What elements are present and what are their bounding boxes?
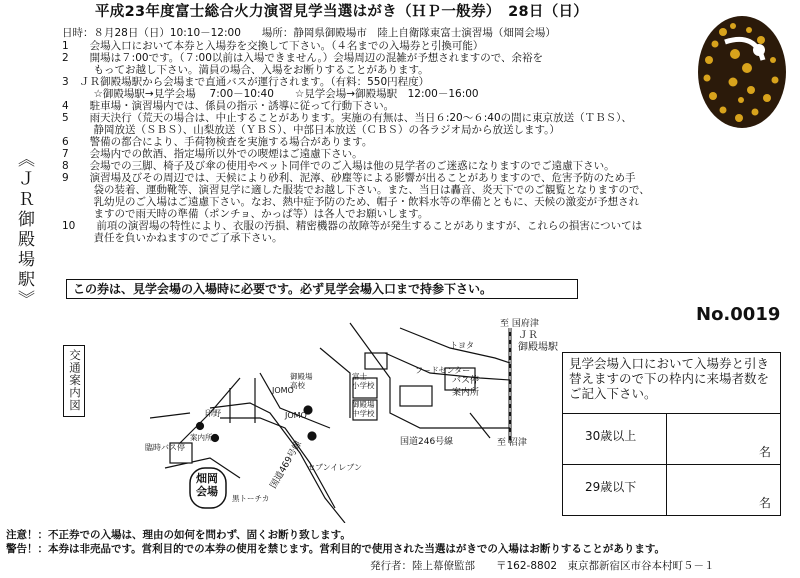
list-item: もってお越し下さい。満員の場合、入場をお断りすることがあります。 [62,64,429,76]
list-item: ますので雨天時の準備（ポンチョ、かっぱ等）は各人でお願いします。 [62,208,429,220]
event-logo [695,12,790,132]
map-label-hakuto: 黒トーチカ [232,494,270,503]
age-label: 30歳以上 [585,429,637,443]
list-item: 9 演習場及びその周辺では、天候により砂利、泥濘、砂塵等による影響が出ることがありますので、危害予防のため手 [62,172,636,184]
list-item: 7 会場内での飲酒、指定場所以外での喫煙はご遠慮下さい。 [62,148,363,160]
list-item: 5 雨天決行（荒天の場合は、中止することがあります。実施の有無は、当日６:20～６:40の間に東京放送（ＴＢＳ）、 [62,112,632,124]
count-field[interactable] [671,418,751,458]
list-item: 10 前項の演習場の特性により、衣服の汚損、精密機器の故障等が発生することがありますが、これらの損害については [62,220,643,232]
list-item: 3 ＪＲ御殿場駅から会場まで直通バスが運行されます。（有料：550円程度） [62,76,430,88]
map-label-food-center: フードセンター [415,366,471,375]
page-title: 平成23年度富士総合火力演習見学当選はがき（ＨＰ一般券） 28日（日） [95,4,589,20]
list-item: 責任を負いかねますのでご了承下さい。 [62,232,283,244]
table-row [563,465,780,515]
list-item: 1 会場入口において本券と入場券を交換して下さい。（４名までの入場券と引換可能） [62,40,484,52]
unit-label: 名 [759,496,772,510]
list-item: 6 警備の都合により、手荷物検査を実施する場合があります。 [62,136,373,148]
notice-box [66,279,578,299]
map-label-school: 御殿場 中学校 [352,400,375,418]
ticket-number: No.0019 [696,304,781,325]
map-label-jr-station: ＪＲ 御殿場駅 [518,330,558,353]
list-item: 袋の装着、運動靴等、演習見学に適した服装でお越し下さい。また、当日は轟音、炎天下でのご観覧となりますので、 [62,184,650,196]
list-item: 乳幼児のご入場はご遠慮下さい。なお、熱中症予防のため、帽子・飲料水等の準備とともに、天候の激変が予想され [62,196,640,208]
map-label-toyota: トヨタ [450,341,474,350]
map-label-kaijo: 畑岡 会場 [196,472,218,498]
map-label-inoue: 印野 [205,409,221,418]
map-label-bus-stop: バス停 案内所 [452,376,480,398]
count-field[interactable] [671,469,751,509]
list-item: 8 会場での三脚、椅子及び傘の使用やペット同伴でのご入場は他の見学者のご迷惑になりますのでご遠慮下さい。 [62,160,615,172]
unit-label: 名 [759,445,772,459]
footer-warning: 警告！：本券は非売品です。営利目的での本券の使用を禁じます。営利目的で使用された当選はがきでの入場はお断りすることがあります。 [6,543,665,555]
station-vertical-label: 《ＪＲ御殿場駅》 [14,150,34,310]
list-item: 静岡放送（ＳＢＳ）、山梨放送（ＹＢＳ）、中部日本放送（ＣＢＳ）の各ラジオ局から放送します。） [62,124,560,136]
list-item: 4 駐車場・演習場内では、係員の指示・誘導に従って行動下さい。 [62,100,395,112]
header-line: 日時：８月28日（日）10:10－12:00 場所：静岡県御殿場市 陸上自衛隊東富士演習場（畑岡会場） [62,27,556,39]
map-label-numazu: 至 沼津 [497,438,527,448]
map-label-rinji-bus: 臨時バス停 [145,443,185,452]
notice-text: この券は、見学会場の入場時に必要です。必ず見学会場入口まで持参下さい。 [73,282,493,296]
map-label-jomo: JOMO [272,386,294,395]
map-label-route246: 国道246号線 [400,437,454,447]
map-label-jomo: JOMO [285,411,307,420]
map-label-box [63,345,85,417]
age-label: 29歳以下 [585,480,637,494]
map-label-north: 至 国府津 [500,319,539,329]
map-label-information: 案内所 [190,433,213,442]
footer-caution: 注意！：不正券での入場は、理由の如何を問わず、固くお断り致します。 [6,529,351,541]
table-row [563,414,780,465]
list-item: ☆御殿場駅→見学会場 7:00－10:40 ☆見学会場→御殿場駅 12:00－16:00 [62,88,479,100]
map-label-seven: セブンイレブン [307,463,362,472]
entry-instruction: 見学会場入口において入場券と引き替えますので下の枠内に来場者数をご記入下さい。 [569,356,770,401]
entry-box [562,352,781,516]
map-label-school: 富士 小学校 [352,372,375,390]
map-label: 交通案内図 [68,349,82,412]
footer-issuer: 発行者：陸上幕僚監部 〒162-8802 東京都新宿区市谷本村町５－１ [370,560,715,572]
list-item: 2 開場は７:00です。（７:00以前は入場できません。）会場周辺の混雑が予想されますので、余裕を [62,52,544,64]
map-label-school: 御殿場 高校 [290,372,313,390]
entry-table [563,413,780,516]
map-label-route469: 国道469号線 [268,439,305,491]
